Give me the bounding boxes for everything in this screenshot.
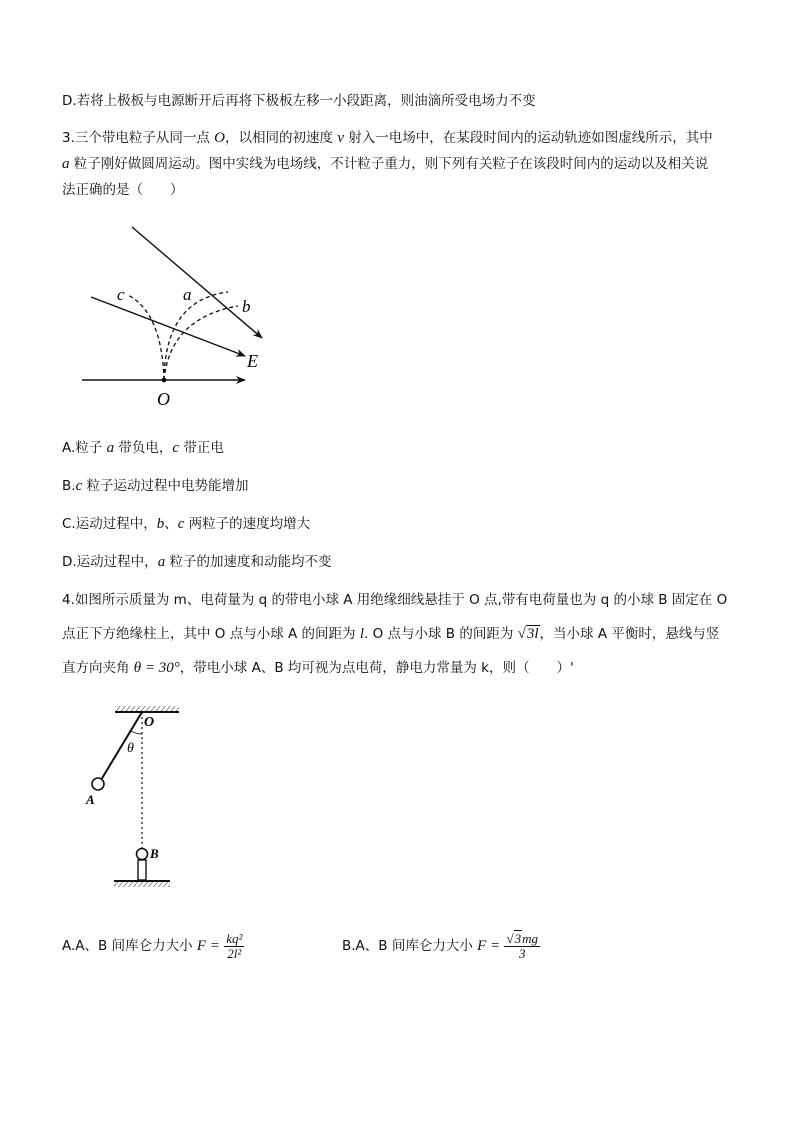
length-l-symbol: l [359,626,364,642]
q4-stem-line1: 4.如图所示质量为 m、电荷量为 q 的带电小球 A 用绝缘细线悬挂于 O 点,带有电荷量也为 q 的小球 B 固定在 O [62,592,728,608]
sqrt-3l-expression [518,625,540,642]
option-text: A.A、B 间库仑力大小 [62,938,197,954]
particle-c-symbol: c [177,516,185,532]
q3-option-d [62,552,331,572]
option-text: B. [62,478,76,494]
force-symbol: F = [477,938,501,954]
q3-stem-line1 [62,128,713,148]
fraction-kq2-over-2l2 [224,932,244,961]
option-text: D.运动过程中， [62,554,158,570]
q3-stem-text: 3.三个带电粒子从同一点 [62,130,215,146]
q4-stem-line3 [62,658,574,678]
q4-stem-text: . O 点与小球 B 的间距为 [364,626,518,642]
option-text: C.运动过程中， [62,516,157,532]
angle-arc [131,731,142,734]
label-e: E [247,351,258,371]
option-text: 、 [164,516,178,532]
q4-stem-text: 直方向夹角 [62,660,134,676]
field-line-middle [91,297,245,356]
particle-c-symbol: c [75,478,83,494]
q4-stem-text: 点正下方绝缘柱上，其中 O 点与小球 A 的间距为 [62,626,360,642]
fraction-numerator [504,932,540,947]
q3-stem-text: 粒子刚好做圆周运动。图中实线为电场线，不计粒子重力，则下列有关粒子在该段时间内的运动以及相关说 [69,156,709,172]
ball-b [137,849,148,860]
q4-pendulum-figure [80,700,200,890]
label-o: O [144,715,155,730]
trajectory-b [164,306,238,380]
particle-a-symbol: a [157,554,166,570]
option-text: 两粒子的速度均增大 [184,516,311,532]
label-a: a [183,285,192,304]
sqrt-argument: 3l [526,626,539,642]
velocity-symbol: v [337,130,344,146]
fraction-denominator: 3 [519,945,526,961]
particle-a-symbol: a [106,440,115,456]
option-text: B.A、B 间库仑力大小 [342,938,478,954]
q3-stem-line2 [62,154,708,174]
option-text: A.粒子 [62,440,107,456]
option-text: 粒子的加速度和动能均不变 [165,554,332,570]
fraction-denominator: 2l² [227,945,242,961]
point-o-symbol: O [214,130,226,146]
label-c: c [117,285,125,304]
suspension-thread [101,712,142,780]
label-theta: θ [127,741,134,756]
sqrt-argument: 3 [514,930,522,946]
trajectory-a [164,292,228,380]
q4-option-a [62,928,244,964]
q4-option-b [342,928,540,964]
sqrt-symbol: √ [506,930,514,946]
trajectory-c [128,295,164,380]
fraction-sqrt3mg-over-3 [504,932,540,961]
q4-stem-text: ，当小球 A 平衡时，悬线与竖 [539,626,720,642]
label-a: A [86,792,95,807]
q3-option-a [62,438,224,458]
q3-stem-line3: 法正确的是（ ） [62,182,184,198]
option-text: 带负电， [114,440,173,456]
q2-option-d: D.若将上极板与电源断开后再将下极板左移一小段距离，则油滴所受电场力不变 [62,93,536,109]
ball-a [92,778,104,790]
origin-point [162,378,167,383]
label-o: O [157,389,170,409]
q3-stem-text: 射入一电场中，在某段时间内的运动轨迹如图虚线所示，其中 [343,130,713,146]
q4-stem-line2 [62,624,719,644]
particle-b-symbol: b [156,516,165,532]
fraction-numerator: kq² [226,930,243,946]
q3-stem-text: ，以相同的初速度 [225,130,338,146]
force-symbol: F = [196,938,220,954]
sqrt-symbol: √ [517,626,526,642]
field-line-upper [132,227,262,338]
insulating-post [138,860,146,880]
q3-option-c [62,514,310,534]
option-text: 带正电 [179,440,224,456]
numerator-rest: mg [522,930,539,946]
angle-equation: θ = 30° [133,660,180,676]
label-b: b [242,297,251,316]
particle-c-symbol: c [172,440,180,456]
q4-stem-text: ，带电小球 A、B 均可视为点电荷，静电力常量为 k，则（ ）' [179,660,574,676]
label-b: B [150,846,159,861]
particle-a-symbol: a [62,156,70,172]
q3-field-figure [70,218,280,413]
option-text: 粒子运动过程中电势能增加 [82,478,249,494]
q3-option-b [62,476,249,496]
ground-hatching [114,882,170,887]
